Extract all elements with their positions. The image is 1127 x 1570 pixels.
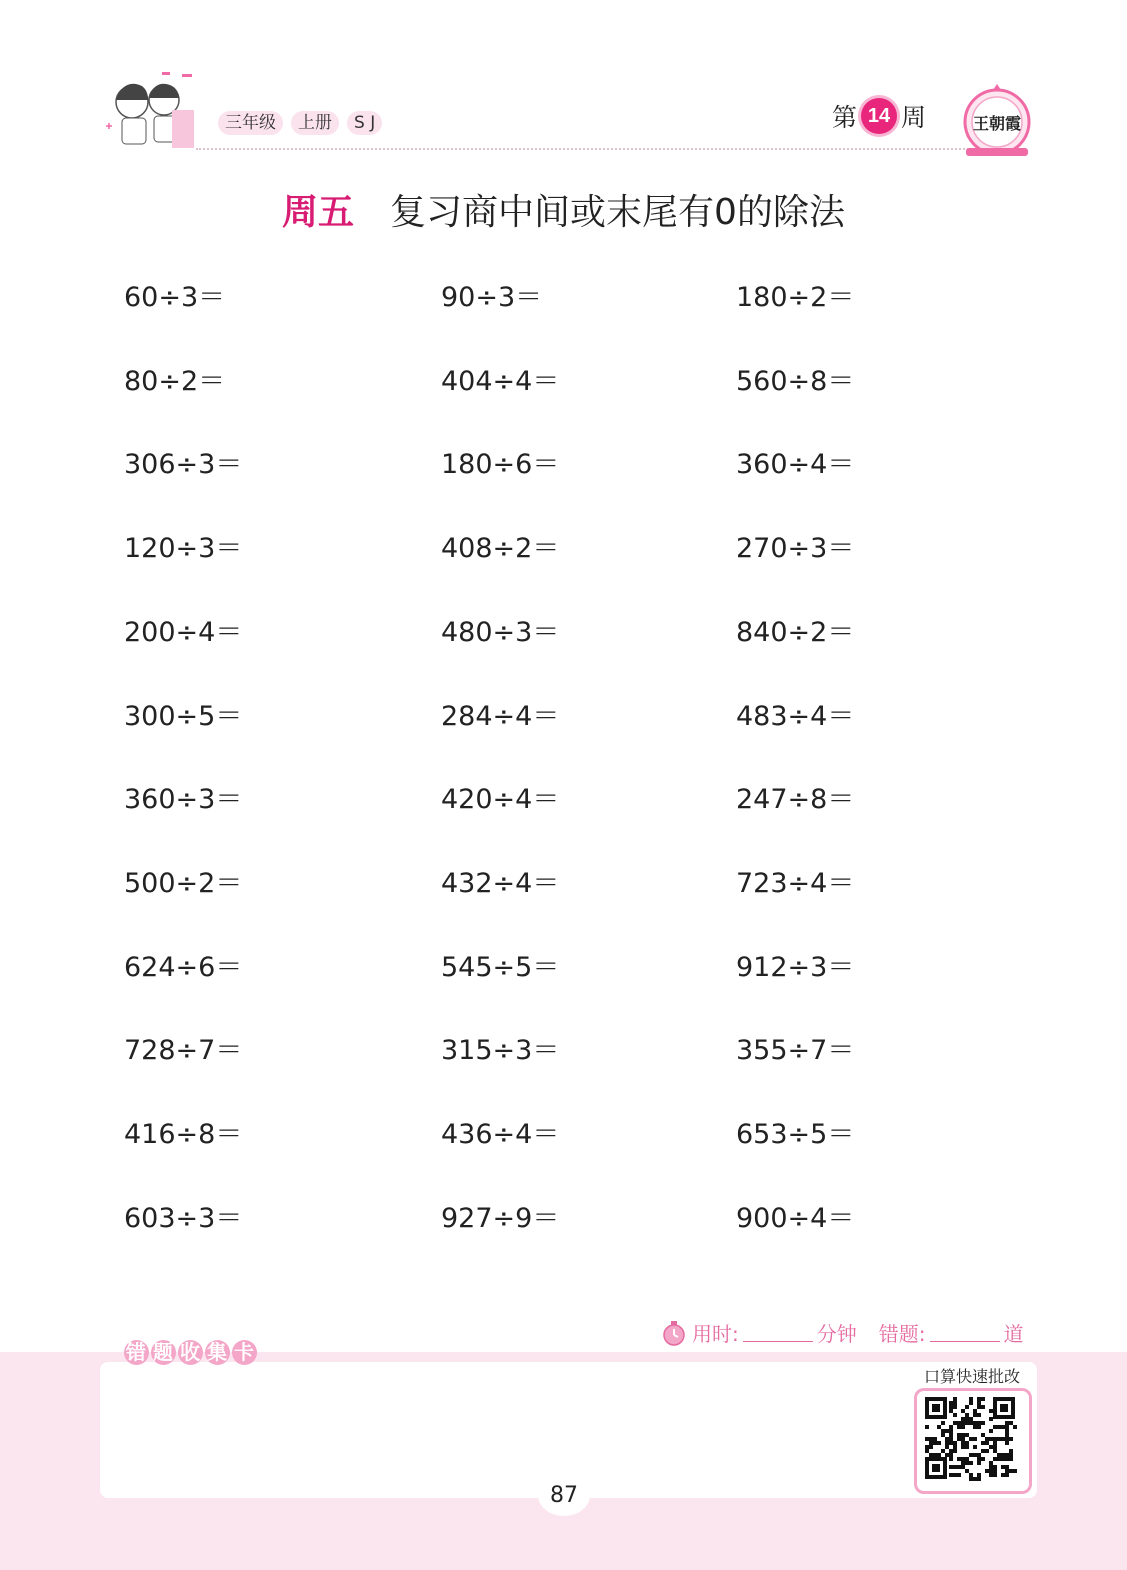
errors-unit: 道: [1003, 1322, 1024, 1346]
problem-row: [124, 1113, 924, 1157]
problem-row: [124, 1029, 924, 1073]
errors-label: 错题:: [878, 1322, 926, 1346]
grade-tag: 三年级: [218, 111, 283, 135]
division-problem: 315÷3＝: [441, 1035, 560, 1067]
problem-row: [124, 527, 924, 571]
division-problem: 603÷3＝: [124, 1202, 243, 1234]
grade-tags: [218, 111, 382, 135]
division-problem: 728÷7＝: [124, 1035, 243, 1067]
problem-row: [124, 862, 924, 906]
qr-label: 口算快速批改: [923, 1367, 1020, 1386]
kids-illustration: [102, 70, 212, 158]
title-day: 周五: [282, 192, 355, 233]
division-problem: 436÷4＝: [441, 1119, 560, 1150]
division-problem: 483÷4＝: [736, 700, 855, 732]
division-problem: 408÷2＝: [441, 533, 560, 565]
edition-tag: S J: [347, 111, 382, 135]
division-problem: 420÷4＝: [441, 784, 560, 816]
problem-row: [124, 946, 924, 990]
week-indicator: [832, 98, 926, 134]
week-number-badge: 14: [861, 98, 897, 134]
division-problem: 120÷3＝: [124, 533, 243, 565]
header-divider: [196, 148, 976, 150]
problem-row: [124, 276, 924, 320]
division-problem: 180÷2＝: [736, 282, 855, 313]
division-problem: 624÷6＝: [124, 951, 243, 983]
title-topic: 复习商中间或末尾有0的除法: [390, 192, 845, 233]
division-problem: 480÷3＝: [441, 616, 560, 648]
division-problem: 545÷5＝: [441, 951, 560, 983]
time-label: 用时:: [692, 1322, 739, 1346]
timer-record: [660, 1318, 1024, 1347]
problem-row: [124, 1197, 924, 1241]
division-problem: 90÷3＝: [441, 282, 543, 313]
time-blank[interactable]: [743, 1323, 813, 1342]
division-problem: 355÷7＝: [736, 1035, 855, 1067]
division-problem: 247÷8＝: [736, 784, 855, 816]
division-problem: 300÷5＝: [124, 700, 243, 732]
page-title: [0, 184, 1127, 235]
week-suffix: 周: [901, 103, 927, 132]
division-problem: 560÷8＝: [736, 365, 855, 397]
qr-section: [912, 1362, 1032, 1492]
division-problem: 200÷4＝: [124, 616, 243, 648]
division-problem: 840÷2＝: [736, 616, 855, 648]
time-unit: 分钟: [816, 1322, 857, 1346]
errors-blank[interactable]: [930, 1323, 1000, 1342]
division-problem: 404÷4＝: [441, 365, 560, 397]
division-problem: 416÷8＝: [124, 1119, 243, 1150]
mistake-title-char: 卡: [234, 1340, 255, 1364]
division-problem: 723÷4＝: [736, 867, 855, 899]
mistake-title-char: 集: [207, 1340, 228, 1364]
division-problem: 306÷3＝: [124, 449, 243, 481]
division-problem: 432÷4＝: [441, 867, 560, 899]
volume-tag: 上册: [291, 111, 339, 135]
qr-code[interactable]: [914, 1388, 1032, 1494]
division-problem: 900÷4＝: [736, 1202, 855, 1234]
mistake-title-char: 错: [126, 1340, 147, 1364]
division-problem: 500÷2＝: [124, 867, 243, 899]
problem-row: [124, 360, 924, 404]
division-problem: 60÷3＝: [124, 282, 226, 313]
division-problem: 653÷5＝: [736, 1119, 855, 1150]
svg-text:王朝霞: 王朝霞: [972, 114, 1022, 133]
week-prefix: 第: [832, 103, 858, 132]
division-problem: 912÷3＝: [736, 951, 855, 983]
problem-row: [124, 695, 924, 739]
mistake-title-char: 题: [153, 1340, 174, 1364]
brand-logo: [960, 80, 1034, 162]
mistake-card-title: [124, 1340, 259, 1365]
problem-row: [124, 778, 924, 822]
division-problem: 284÷4＝: [441, 700, 560, 732]
division-problem: 180÷6＝: [441, 449, 560, 481]
mistake-title-char: 收: [180, 1340, 201, 1364]
division-problem: 360÷4＝: [736, 449, 855, 481]
division-problem: 360÷3＝: [124, 784, 243, 816]
division-problem: 927÷9＝: [441, 1202, 560, 1234]
stopwatch-icon: [660, 1319, 688, 1347]
problem-row: [124, 611, 924, 655]
problem-row: [124, 443, 924, 487]
division-problem: 80÷2＝: [124, 365, 226, 397]
page-number: 87: [538, 1474, 590, 1516]
division-problem: 270÷3＝: [736, 533, 855, 565]
